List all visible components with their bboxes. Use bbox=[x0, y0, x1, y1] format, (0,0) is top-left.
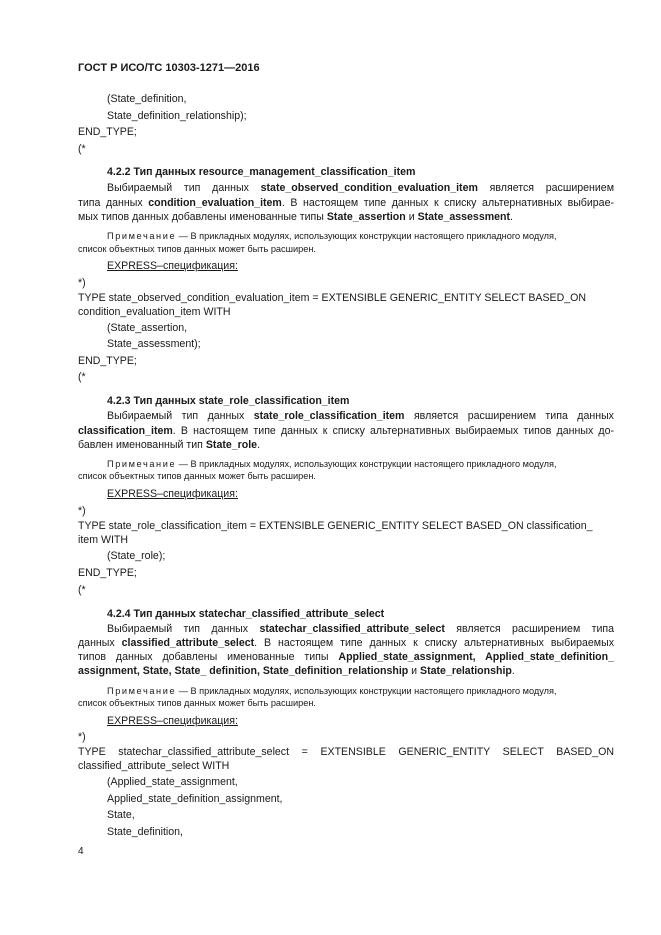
note-line: список объектных типов данных может быть расширен. bbox=[78, 244, 316, 254]
code-line: (Applied_state_assignment, bbox=[107, 776, 238, 788]
text: типов данных добавлены именованные типы bbox=[78, 651, 339, 663]
paragraph-line bbox=[78, 665, 515, 678]
text: Выбираемый тип данных bbox=[107, 182, 261, 194]
text: является расширением типа данных bbox=[404, 410, 614, 422]
note-line bbox=[107, 230, 557, 243]
type-name: classified_attribute_select bbox=[121, 637, 255, 649]
note-label: Примечание bbox=[107, 459, 177, 469]
text: является расширением bbox=[477, 182, 614, 194]
type-name: state_role_classification_item bbox=[253, 410, 405, 422]
text: Выбираемый тип данных bbox=[107, 410, 254, 422]
text: мых типов данных добавлены именованные типы bbox=[78, 211, 327, 223]
section-title: 4.2.4 Тип данных statechar_classified_attribute_select bbox=[107, 608, 385, 620]
code-line: (State_role); bbox=[107, 550, 166, 562]
note-line: список объектных типов данных может быть расширен. bbox=[78, 698, 316, 708]
text: — В прикладных модулях, использующих конструкции настоящего прикладного модуля, bbox=[176, 686, 557, 696]
paragraph-line bbox=[107, 623, 614, 636]
section-title: 4.2.3 Тип данных state_role_classification_item bbox=[107, 395, 350, 407]
code-line: State_definition_relationship); bbox=[107, 110, 247, 122]
code-line: *) bbox=[78, 505, 86, 517]
paragraph-line bbox=[107, 182, 614, 195]
code-line: *) bbox=[78, 277, 86, 289]
note-label: Примечание bbox=[107, 686, 177, 696]
paragraph-line bbox=[78, 197, 614, 210]
code-line: (State_definition, bbox=[107, 93, 187, 105]
code-line: (State_assertion, bbox=[107, 322, 188, 334]
code-line: State_assessment); bbox=[107, 338, 201, 350]
text: является расширением типа bbox=[444, 623, 614, 635]
text: . В настоящем типе данных к списку альтернативных выбираемых bbox=[254, 637, 614, 649]
paragraph-line bbox=[78, 211, 513, 224]
code-line: TYPE state_role_classification_item = EXTENSIBLE GENERIC_ENTITY SELECT BASED_ON classification_ bbox=[78, 520, 593, 532]
note-label: Примечание bbox=[107, 231, 177, 241]
text: — В прикладных модулях, использующих конструкции настоящего прикладного модуля, bbox=[176, 231, 557, 241]
document-header: ГОСТ Р ИСО/ТС 10303-1271—2016 bbox=[78, 62, 260, 74]
code-line: *) bbox=[78, 731, 86, 743]
text: данных bbox=[78, 637, 122, 649]
code-line: END_TYPE; bbox=[78, 567, 137, 579]
text: . В настоящем типе данных к списку альтернативных выбирае- bbox=[281, 197, 614, 209]
type-name: State_relationship bbox=[420, 665, 512, 677]
paragraph-line bbox=[78, 651, 614, 664]
type-name: State_assertion bbox=[326, 211, 406, 223]
code-line: State, bbox=[107, 809, 135, 821]
section-title: 4.2.2 Тип данных resource_management_classification_item bbox=[107, 166, 416, 178]
code-line: State_definition, bbox=[107, 826, 183, 838]
code-line: classified_attribute_select WITH bbox=[78, 760, 230, 772]
express-spec-heading: EXPRESS–спецификация: bbox=[107, 715, 238, 727]
type-name: State_assessment bbox=[417, 211, 511, 223]
code-line: Applied_state_definition_assignment, bbox=[107, 793, 283, 805]
code-line: TYPE statechar_classified_attribute_select = EXTENSIBLE GENERIC_ENTITY SELECT BASED_ON bbox=[78, 746, 614, 758]
text: — В прикладных модулях, использующих конструкции настоящего прикладного модуля, bbox=[176, 459, 557, 469]
note-line: список объектных типов данных может быть расширен. bbox=[78, 471, 316, 481]
type-name: assignment, State, State_ definition, State_definition_relationship bbox=[78, 665, 409, 677]
text: бавлен именованный тип bbox=[78, 439, 206, 451]
text: . bbox=[511, 665, 515, 677]
page-number: 4 bbox=[78, 846, 84, 857]
text: . В настоящем типе данных к списку альтернативных выбираемых типов данных до- bbox=[172, 425, 614, 437]
text: и bbox=[408, 665, 421, 677]
text: Выбираемый тип данных bbox=[107, 623, 260, 635]
code-line: condition_evaluation_item WITH bbox=[78, 306, 231, 318]
paragraph-line bbox=[107, 410, 614, 423]
paragraph-line bbox=[78, 637, 614, 650]
type-name: state_observed_condition_evaluation_item bbox=[260, 182, 478, 194]
text: типа данных bbox=[78, 197, 149, 209]
text: . bbox=[510, 211, 513, 223]
type-name: State_role bbox=[205, 439, 258, 451]
type-name: classification_item bbox=[78, 425, 173, 437]
paragraph-line bbox=[78, 425, 614, 438]
code-line: TYPE state_observed_condition_evaluation_item = EXTENSIBLE GENERIC_ENTITY SELECT BASED_ON bbox=[78, 292, 587, 304]
code-line: (* bbox=[78, 143, 86, 155]
type-name: Applied_state_assignment, Applied_state_definition_ bbox=[338, 651, 614, 663]
code-line: END_TYPE; bbox=[78, 355, 137, 367]
type-name: statechar_classified_attribute_select bbox=[259, 623, 445, 635]
express-spec-heading: EXPRESS–спецификация: bbox=[107, 488, 238, 500]
code-line: (* bbox=[78, 584, 86, 596]
text: . bbox=[257, 439, 261, 451]
express-spec-heading: EXPRESS–спецификация: bbox=[107, 260, 238, 272]
type-name: condition_evaluation_item bbox=[148, 197, 282, 209]
code-line: item WITH bbox=[78, 534, 129, 546]
code-line: END_TYPE; bbox=[78, 126, 137, 138]
text: и bbox=[405, 211, 418, 223]
paragraph-line bbox=[78, 439, 260, 452]
code-line: (* bbox=[78, 371, 86, 383]
